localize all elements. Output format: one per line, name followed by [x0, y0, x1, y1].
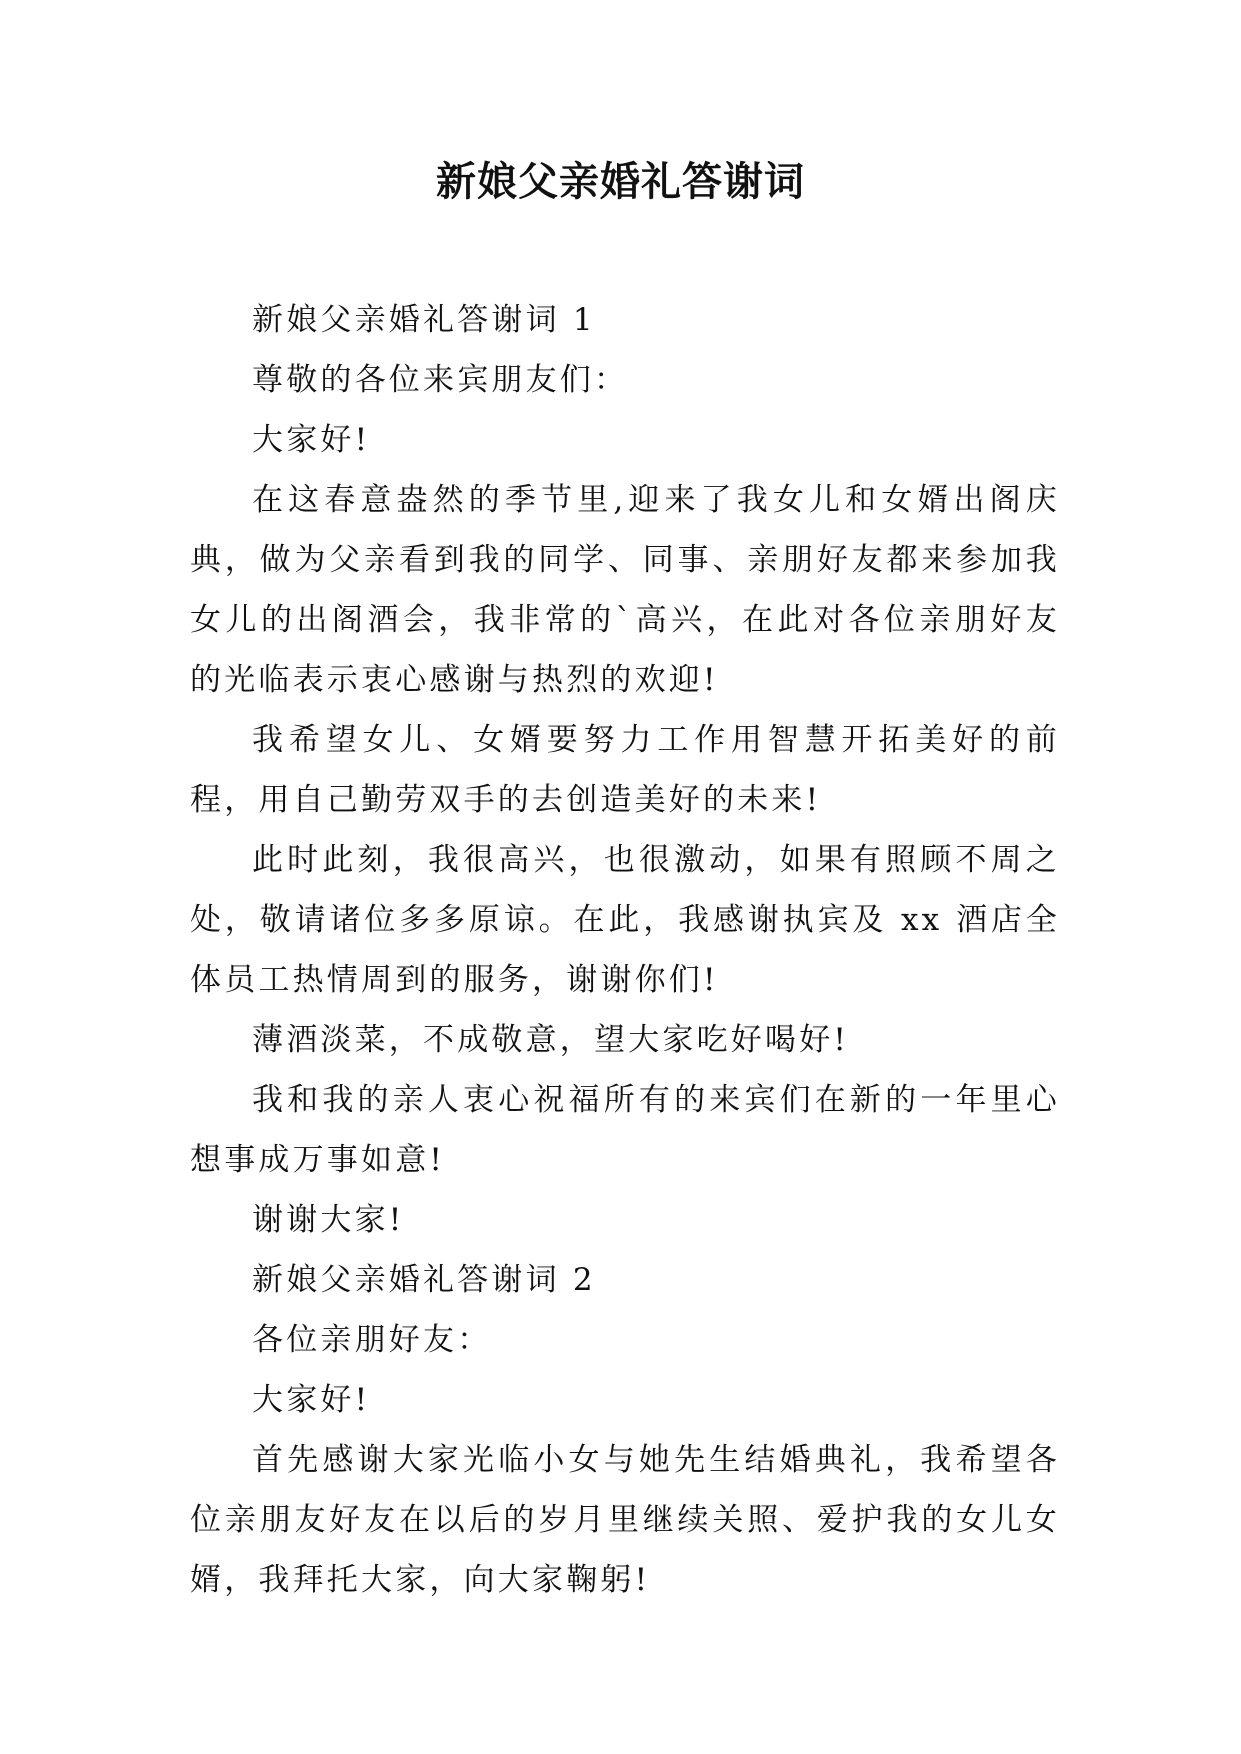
paragraph: 首先感谢大家光临小女与她先生结婚典礼，我希望各位亲朋友好友在以后的岁月里继续关照、爱护我的女儿女婿，我拜托大家，向大家鞠躬!	[190, 1442, 1060, 1598]
paragraph: 在这春意盎然的季节里,迎来了我女儿和女婿出阁庆典，做为父亲看到我的同学、同事、亲朋好友都来参加我女儿的出阁酒会，我非常的`高兴，在此对各位亲朋好友的光临表示衷心感谢与热烈的欢迎!	[190, 482, 1060, 698]
section-heading-1: 新娘父亲婚礼答谢词 1	[252, 302, 596, 338]
paragraph: 我希望女儿、女婿要努力工作用智慧开拓美好的前程，用自己勤劳双手的去创造美好的未来!	[190, 722, 1060, 818]
greeting: 大家好!	[252, 1382, 371, 1418]
greeting: 大家好!	[252, 422, 371, 458]
paragraph: 此时此刻，我很高兴，也很激动，如果有照顾不周之处，敬请诸位多多原谅。在此，我感谢执宾及 xx 酒店全体员工热情周到的服务，谢谢你们!	[190, 842, 1060, 998]
salutation: 各位亲朋好友：	[252, 1322, 492, 1358]
section-heading-2: 新娘父亲婚礼答谢词 2	[252, 1262, 596, 1298]
closing: 谢谢大家!	[252, 1202, 405, 1238]
paragraph: 我和我的亲人衷心祝福所有的来宾们在新的一年里心想事成万事如意!	[190, 1082, 1060, 1178]
paragraph: 薄酒淡菜，不成敬意，望大家吃好喝好!	[252, 1022, 850, 1058]
salutation: 尊敬的各位来宾朋友们：	[252, 362, 629, 398]
document-body	[190, 290, 1060, 1610]
document-title: 新娘父亲婚礼答谢词	[436, 158, 805, 205]
